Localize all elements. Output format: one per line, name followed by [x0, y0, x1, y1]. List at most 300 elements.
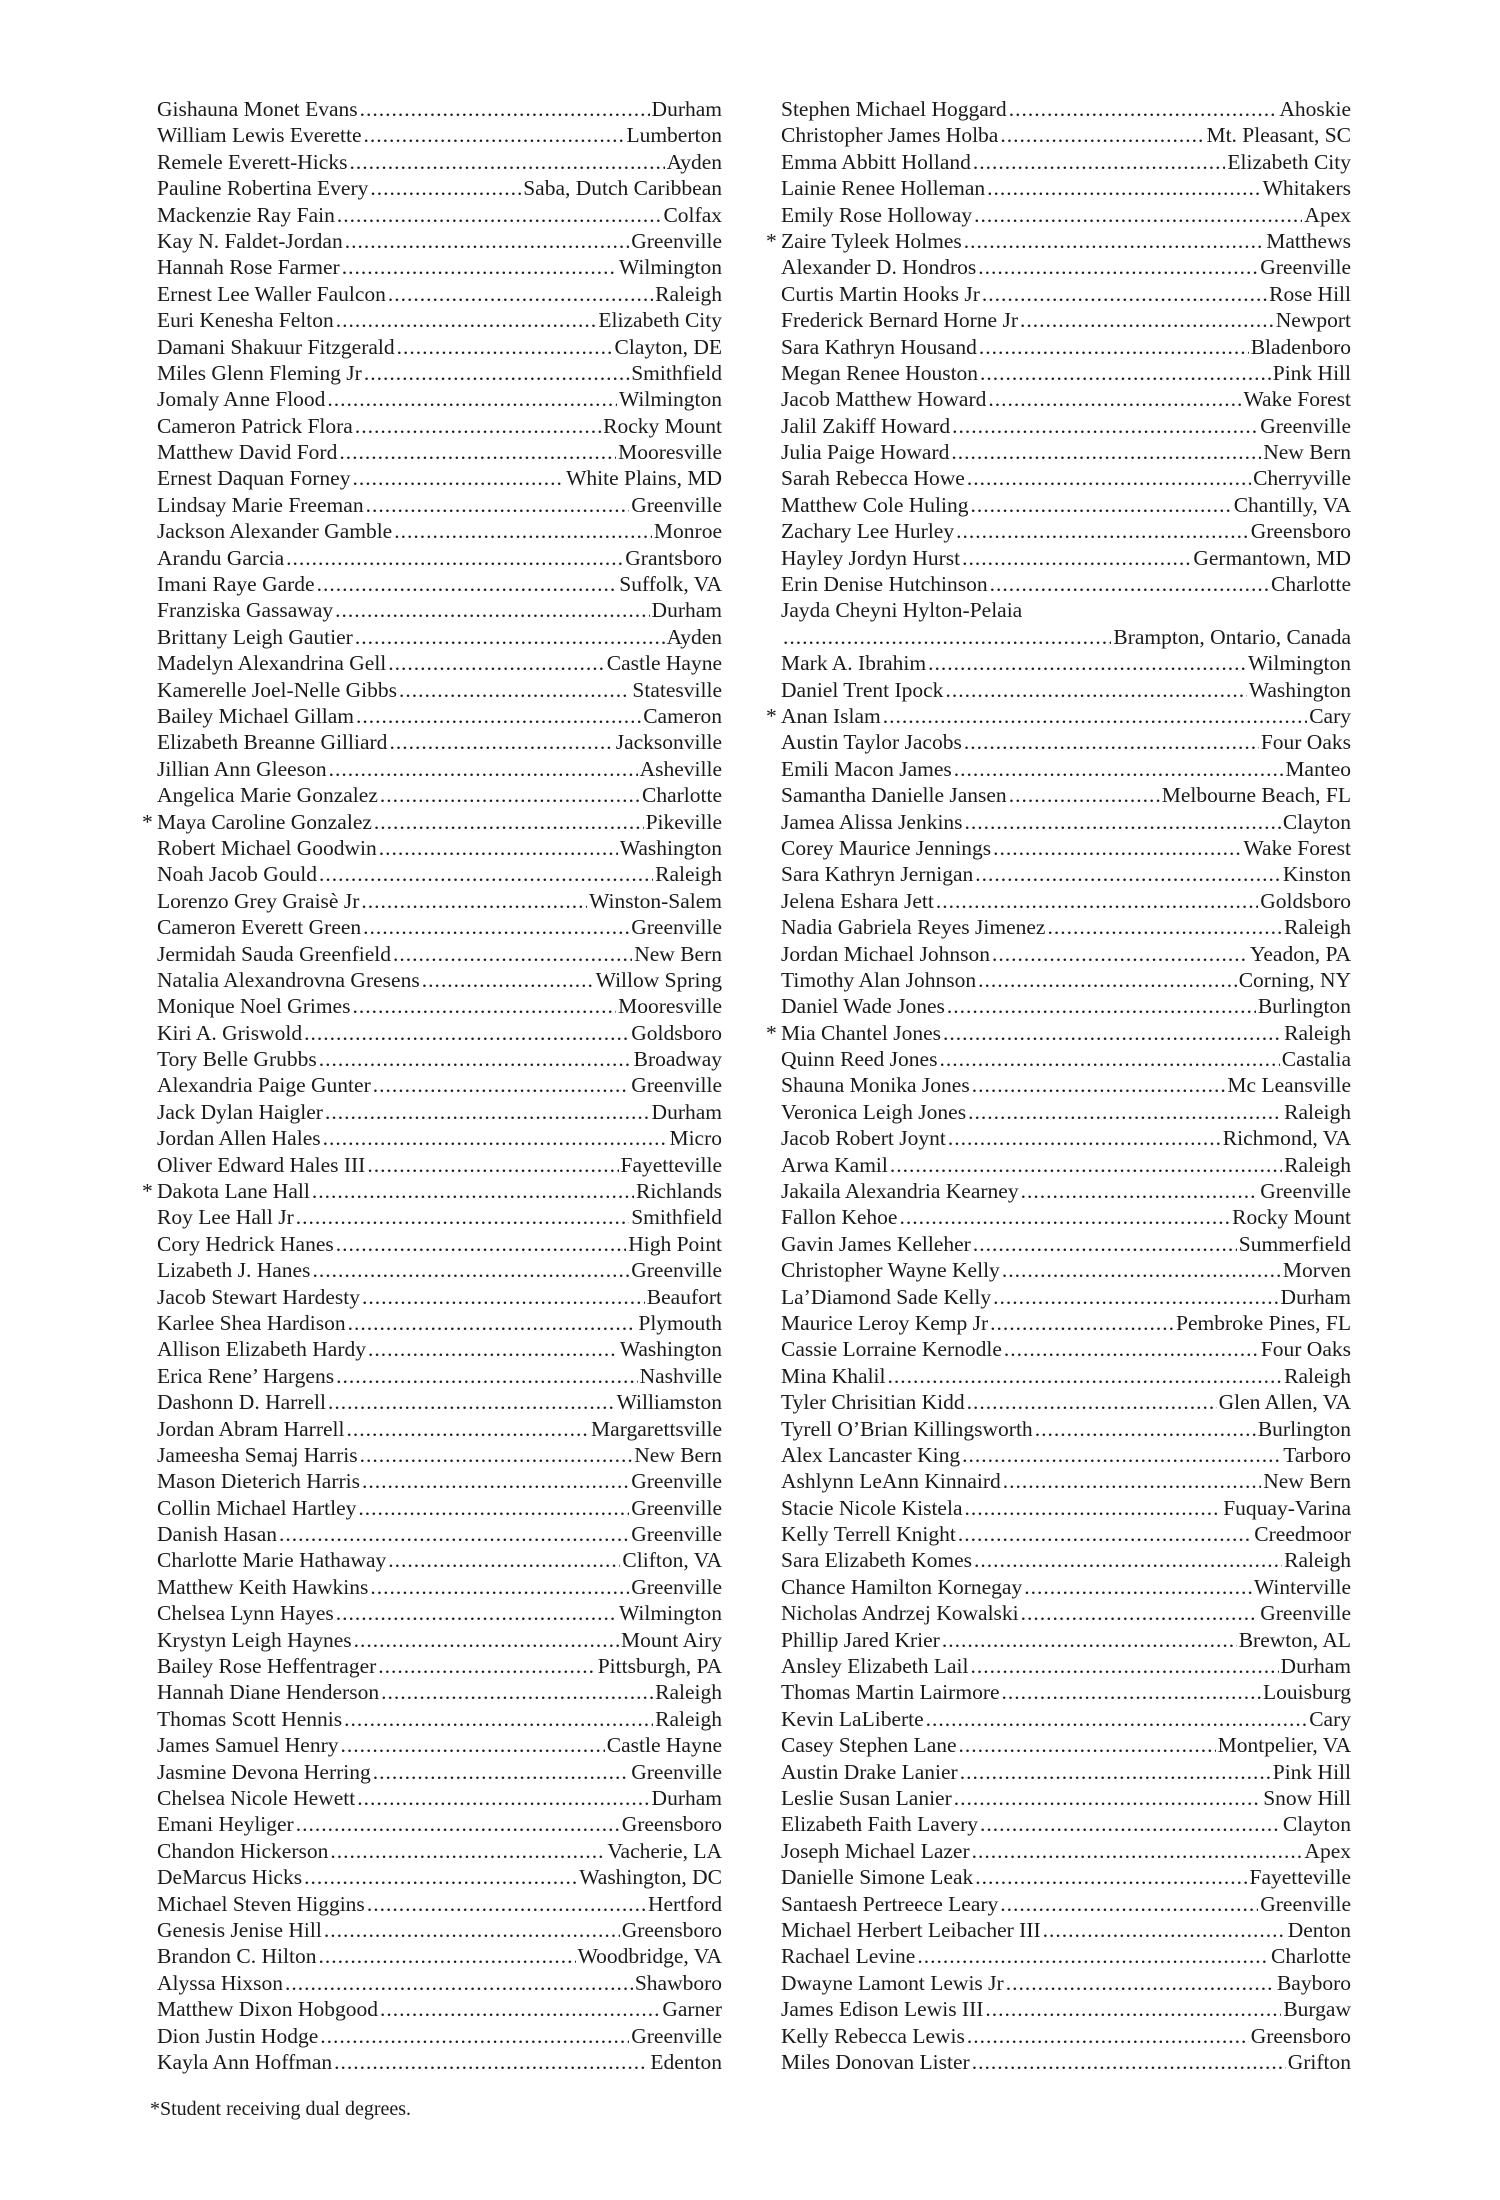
graduate-name: Jacob Matthew Howard [781, 387, 987, 412]
dot-leader [304, 1864, 577, 1890]
dot-leader [374, 809, 644, 835]
graduate-name: Frederick Bernard Horne Jr [781, 308, 1019, 333]
graduate-hometown: Creedmoor [1254, 1522, 1351, 1547]
graduate-hometown: Goldsboro [631, 1020, 722, 1045]
graduate-entry [157, 202, 722, 228]
dot-leader [964, 228, 1264, 254]
graduate-name: Daniel Wade Jones [781, 994, 945, 1019]
graduate-name: Jayda Cheyni Hylton-Pelaia [781, 598, 1023, 623]
graduate-entry [157, 307, 722, 333]
graduate-hometown: Bladenboro [1250, 334, 1351, 359]
graduate-name: Sara Kathryn Housand [781, 334, 977, 359]
graduate-hometown: Fayetteville [1249, 1865, 1351, 1890]
graduate-hometown: Raleigh [1284, 1548, 1351, 1573]
graduate-name: Lindsay Marie Freeman [157, 492, 364, 517]
graduate-hometown: Beaufort [646, 1284, 722, 1309]
graduate-hometown: Greenville [1260, 413, 1351, 438]
dot-leader [318, 1943, 575, 1969]
dot-leader [323, 1125, 668, 1151]
graduate-name: Cory Hedrick Hanes [157, 1231, 334, 1256]
graduate-name: Brittany Leigh Gautier [157, 624, 353, 649]
graduate-entry [781, 729, 1351, 755]
dot-leader [342, 254, 617, 280]
dot-leader [973, 1231, 1237, 1257]
graduate-entry [157, 1204, 722, 1230]
graduate-name: DeMarcus Hicks [157, 1865, 303, 1890]
dot-leader [336, 1600, 617, 1626]
graduate-name: Shauna Monika Jones [781, 1073, 970, 1098]
graduate-name: James Samuel Henry [157, 1733, 339, 1758]
graduate-hometown: Nashville [639, 1363, 722, 1388]
graduate-hometown: Suffolk, VA [619, 572, 722, 597]
graduate-hometown: Kinston [1282, 862, 1351, 887]
graduate-name: Jacob Robert Joynt [781, 1126, 946, 1151]
dot-leader [366, 492, 630, 518]
dot-leader [286, 545, 623, 571]
graduate-name: Jack Dylan Haigler [157, 1099, 323, 1124]
graduate-entry [781, 1336, 1351, 1362]
graduate-name: Quinn Reed Jones [781, 1047, 938, 1072]
graduate-hometown: Mt. Pleasant, SC [1206, 123, 1351, 148]
graduate-entry [157, 1917, 722, 1943]
graduate-entry [157, 1600, 722, 1626]
dot-leader [960, 1759, 1271, 1785]
graduate-hometown: Mooresville [618, 440, 722, 465]
graduate-hometown: Lumberton [626, 123, 722, 148]
dot-leader [883, 703, 1307, 729]
dot-leader [958, 1521, 1252, 1547]
graduate-entry [157, 1653, 722, 1679]
graduate-entry [781, 1759, 1351, 1785]
dot-leader [367, 1152, 618, 1178]
graduate-entry [781, 1468, 1351, 1494]
graduate-name: Samantha Danielle Jansen [781, 783, 1007, 808]
dot-leader [1009, 782, 1160, 808]
graduate-entry [781, 1257, 1351, 1283]
graduate-hometown: Winston-Salem [589, 888, 722, 913]
graduate-entry [781, 1970, 1351, 1996]
graduate-entry [781, 782, 1351, 808]
graduate-name: Mackenzie Ray Fain [157, 202, 335, 227]
graduate-entry [781, 1389, 1351, 1415]
graduate-entry [781, 941, 1351, 967]
dot-leader [948, 1125, 1221, 1151]
dot-leader [956, 518, 1249, 544]
graduate-hometown: Greenville [631, 1495, 722, 1520]
graduate-name: Matthew Cole Huling [781, 492, 969, 517]
graduate-hometown: Wake Forest [1243, 387, 1351, 412]
dot-leader [1043, 1917, 1286, 1943]
graduate-hometown: Mc Leansville [1227, 1073, 1351, 1098]
graduate-entry [781, 492, 1351, 518]
dot-leader [964, 729, 1259, 755]
dot-leader [364, 122, 625, 148]
graduate-entry [781, 809, 1351, 835]
graduate-name: Tyrell O’Brian Killingsworth [781, 1416, 1033, 1441]
dot-leader [360, 1442, 633, 1468]
graduate-name: Mason Dieterich Harris [157, 1469, 360, 1494]
graduate-entry [157, 1627, 722, 1653]
graduate-entry [781, 1838, 1351, 1864]
graduate-hometown: Wilmington [618, 1601, 722, 1626]
graduate-hometown: Jacksonville [615, 730, 722, 755]
dot-leader [985, 1996, 1281, 2022]
graduate-name: Ansley Elizabeth Lail [781, 1654, 969, 1679]
graduate-name: Gavin James Kelleher [781, 1231, 971, 1256]
graduate-entry [766, 228, 1351, 254]
graduate-name: Robert Michael Goodwin [157, 835, 377, 860]
graduate-entry [157, 650, 722, 676]
graduate-entry [157, 1811, 722, 1837]
graduate-entry [781, 1442, 1351, 1468]
graduate-entry [781, 888, 1351, 914]
graduate-name: Elizabeth Breanne Gilliard [157, 730, 388, 755]
graduate-hometown: Raleigh [655, 281, 722, 306]
graduate-name: Jordan Abram Harrell [157, 1416, 345, 1441]
dot-leader [962, 545, 1191, 571]
graduate-name: Mark A. Ibrahim [781, 651, 927, 676]
dot-leader [355, 624, 665, 650]
graduate-name: Jamea Alissa Jenkins [781, 809, 963, 834]
graduate-entry [157, 914, 722, 940]
graduate-entry [781, 1627, 1351, 1653]
graduate-entry [781, 1310, 1351, 1336]
dot-leader [367, 1891, 646, 1917]
dot-leader [980, 360, 1271, 386]
graduate-name: Remele Everett-Hicks [157, 149, 348, 174]
graduate-hometown: Charlotte [1270, 572, 1351, 597]
dot-leader [1006, 1970, 1275, 1996]
graduate-hometown: High Point [628, 1231, 722, 1256]
graduate-entry [157, 149, 722, 175]
graduate-entry [157, 1706, 722, 1732]
graduate-hometown: Colfax [663, 202, 722, 227]
graduate-name: James Edison Lewis III [781, 1997, 984, 2022]
graduate-name: Cameron Everett Green [157, 915, 362, 940]
graduate-hometown: Greensboro [621, 1812, 722, 1837]
graduate-entry [781, 571, 1351, 597]
graduate-hometown: Greenville [631, 1574, 722, 1599]
dot-leader [341, 1732, 605, 1758]
dot-leader [926, 1706, 1308, 1732]
graduate-hometown: New Bern [1263, 440, 1351, 465]
graduate-entry [781, 386, 1351, 412]
dot-leader [1024, 1574, 1252, 1600]
dot-leader [358, 1495, 629, 1521]
graduate-entry [781, 1996, 1351, 2022]
graduate-entry [781, 1811, 1351, 1837]
graduate-entry [157, 360, 722, 386]
graduate-hometown: Ayden [666, 624, 722, 649]
dot-leader [335, 597, 649, 623]
graduate-hometown: Greenville [631, 228, 722, 253]
graduate-hometown: Chantilly, VA [1233, 492, 1351, 517]
graduate-entry [157, 1416, 722, 1442]
dot-leader [954, 756, 1284, 782]
graduate-hometown: Ayden [666, 149, 722, 174]
graduate-entry [157, 1970, 722, 1996]
dot-leader [962, 1442, 1281, 1468]
graduate-entry [781, 756, 1351, 782]
graduate-entry [781, 439, 1351, 465]
graduate-entry [157, 1310, 722, 1336]
graduate-hometown: Apex [1304, 1838, 1351, 1863]
graduate-name: Euri Kenesha Felton [157, 308, 334, 333]
graduate-entry [157, 1547, 722, 1573]
graduate-hometown: New Bern [634, 941, 722, 966]
graduate-entry [157, 756, 722, 782]
graduate-entry [781, 1864, 1351, 1890]
graduate-name: Jelena Eshara Jett [781, 888, 934, 913]
graduate-hometown: Grantsboro [625, 545, 722, 570]
dot-leader [967, 465, 1251, 491]
graduate-name: Kamerelle Joel-Nelle Gibbs [157, 677, 397, 702]
dot-leader [388, 1547, 620, 1573]
graduate-hometown: Clayton [1282, 1812, 1351, 1837]
dot-leader [890, 1152, 1282, 1178]
graduate-name: Lainie Renee Holleman [781, 176, 986, 201]
graduate-hometown: Ahoskie [1279, 97, 1351, 121]
graduate-entry [157, 1284, 722, 1310]
graduate-hometown: Greenville [631, 2023, 722, 2048]
dot-leader [378, 1653, 595, 1679]
graduate-name: Erica Rene’ Hargens [157, 1363, 335, 1388]
graduate-hometown: Clayton [1282, 809, 1351, 834]
graduate-hometown: Greenville [631, 1759, 722, 1784]
dot-leader [379, 835, 618, 861]
graduate-hometown: Charlotte [641, 783, 722, 808]
graduate-entry [781, 1072, 1351, 1098]
dot-leader [279, 1521, 629, 1547]
graduate-entry [157, 597, 722, 623]
graduate-entry [157, 1838, 722, 1864]
graduate-name: Arwa Kamil [781, 1152, 888, 1177]
dual-degree-marker: * [766, 228, 777, 253]
graduate-hometown: Greenville [631, 1522, 722, 1547]
graduate-entry-continued [781, 624, 1351, 650]
graduate-hometown: Greenville [631, 915, 722, 940]
dot-leader [974, 1547, 1282, 1573]
graduate-entry [781, 1521, 1351, 1547]
graduate-entry [157, 1099, 722, 1125]
dot-leader [990, 571, 1269, 597]
graduate-name: Jomaly Anne Flood [157, 387, 326, 412]
graduate-name: Julia Paige Howard [781, 440, 950, 465]
graduate-name: Charlotte Marie Hathaway [157, 1548, 387, 1573]
graduate-hometown: Washington [619, 835, 722, 860]
graduate-entry [157, 941, 722, 967]
dot-leader [1003, 1468, 1261, 1494]
graduate-entry [157, 861, 722, 887]
dot-leader [1004, 1336, 1259, 1362]
graduate-name: Fallon Kehoe [781, 1205, 898, 1230]
graduate-hometown: Wilmington [618, 255, 722, 280]
graduate-entry [781, 518, 1351, 544]
graduate-hometown: Washington [619, 1337, 722, 1362]
graduate-entry [157, 967, 722, 993]
graduate-name: Jordan Michael Johnson [781, 941, 990, 966]
graduate-hometown: Wilmington [618, 387, 722, 412]
graduate-hometown: Cameron [643, 703, 722, 728]
graduate-name: Jillian Ann Gleeson [157, 756, 327, 781]
graduate-entry [781, 1231, 1351, 1257]
dot-leader [1020, 307, 1274, 333]
graduate-hometown: Burgaw [1283, 1997, 1351, 2022]
graduate-name: Erin Denise Hutchinson [781, 572, 988, 597]
graduate-hometown: Glen Allen, VA [1218, 1390, 1351, 1415]
graduate-entry [157, 1891, 722, 1917]
graduate-name: Mina Khalil [781, 1363, 886, 1388]
graduate-name: Austin Drake Lanier [781, 1759, 958, 1784]
graduate-name: Sarah Rebecca Howe [781, 466, 965, 491]
graduate-name: Zachary Lee Hurley [781, 519, 955, 544]
graduate-name: Megan Renee Houston [781, 360, 979, 385]
graduate-hometown: Rose Hill [1269, 281, 1351, 306]
graduate-name: Emani Heyliger [157, 1812, 294, 1837]
graduate-entry [781, 1416, 1351, 1442]
dot-leader [370, 175, 521, 201]
dot-leader [329, 756, 638, 782]
dot-leader [312, 1257, 629, 1283]
graduate-name: Matthew Dixon Hobgood [157, 1997, 378, 2022]
graduate-entry [781, 1125, 1351, 1151]
dot-leader [362, 1284, 645, 1310]
graduate-name: Ashlynn LeAnn Kinnaird [781, 1469, 1001, 1494]
graduate-hometown: Greenville [1260, 255, 1351, 280]
graduate-hometown: Saba, Dutch Caribbean [523, 176, 722, 201]
graduate-hometown: Vacherie, LA [607, 1838, 722, 1863]
graduate-hometown: Hertford [647, 1891, 722, 1916]
dot-leader [330, 1838, 605, 1864]
dual-degree-marker: * [766, 703, 777, 728]
graduate-name: Roy Lee Hall Jr [157, 1205, 294, 1230]
graduate-hometown: Shawboro [634, 1970, 722, 1995]
graduate-name: Nadia Gabriela Reyes Jimenez [781, 915, 1046, 940]
graduate-hometown: Pittsburgh, PA [597, 1654, 722, 1679]
graduate-entry [781, 1152, 1351, 1178]
graduate-name: Dwayne Lamont Lewis Jr [781, 1970, 1004, 1995]
graduate-hometown: Fayetteville [620, 1152, 722, 1177]
graduate-hometown: Snow Hill [1263, 1786, 1351, 1810]
graduate-entry [157, 465, 722, 491]
dot-leader [373, 1072, 630, 1098]
graduate-hometown: Melbourne Beach, FL [1161, 783, 1351, 808]
graduate-name: Chance Hamilton Kornegay [781, 1574, 1023, 1599]
dot-leader [975, 861, 1281, 887]
graduate-entry [157, 281, 722, 307]
graduate-name: Dakota Lane Hall [157, 1179, 310, 1204]
graduate-hometown: Statesville [632, 677, 722, 702]
graduate-entry [157, 1072, 722, 1098]
graduate-hometown: Richlands [636, 1179, 722, 1204]
dot-leader [336, 1231, 626, 1257]
graduate-entry [766, 703, 1351, 729]
graduate-name: Chelsea Lynn Hayes [157, 1601, 334, 1626]
graduate-name: Leslie Susan Lanier [781, 1786, 952, 1810]
graduate-hometown: Corning, NY [1238, 967, 1351, 992]
graduate-entry [157, 1996, 722, 2022]
graduate-hometown: Pembroke Pines, FL [1176, 1310, 1351, 1335]
graduate-hometown: Castalia [1281, 1047, 1351, 1072]
graduate-hometown: Summerfield [1238, 1231, 1351, 1256]
graduate-list-left-column [142, 96, 722, 2075]
dot-leader [945, 677, 1246, 703]
graduate-entry [781, 465, 1351, 491]
graduate-entry [157, 1046, 722, 1072]
graduate-name: Santaesh Pertreece Leary [781, 1891, 999, 1916]
graduate-hometown: Clifton, VA [622, 1548, 722, 1573]
graduate-name: Tory Belle Grubbs [157, 1047, 317, 1072]
graduate-hometown: Four Oaks [1260, 730, 1351, 755]
graduate-name: Allison Elizabeth Hardy [157, 1337, 366, 1362]
graduate-hometown: Durham [651, 1786, 722, 1810]
graduate-entry [157, 492, 722, 518]
dot-leader [965, 809, 1281, 835]
graduate-hometown: Castle Hayne [606, 1733, 722, 1758]
graduate-entry [781, 1943, 1351, 1969]
graduate-entry [157, 1574, 722, 1600]
dot-leader [1035, 1416, 1256, 1442]
dot-leader [345, 228, 630, 254]
dot-leader [337, 202, 662, 228]
graduate-entry [157, 1442, 722, 1468]
graduate-hometown: Monroe [653, 519, 722, 544]
graduate-hometown: Greenville [1260, 1891, 1351, 1916]
graduate-name: Alex Lancaster King [781, 1442, 961, 1467]
graduate-name: Stacie Nicole Kistela [781, 1495, 963, 1520]
graduate-name: Jameesha Semaj Harris [157, 1442, 358, 1467]
graduate-hometown: Grifton [1287, 2049, 1351, 2074]
graduate-entry [781, 1495, 1351, 1521]
graduate-name: Matthew David Ford [157, 440, 338, 465]
graduate-hometown: Margarettsville [591, 1416, 722, 1441]
graduate-name: Corey Maurice Jennings [781, 835, 992, 860]
graduate-entry [157, 413, 722, 439]
dot-leader [360, 96, 650, 122]
graduate-hometown: Cherryville [1253, 466, 1351, 491]
dot-leader [312, 1178, 634, 1204]
dot-leader [317, 571, 618, 597]
graduate-hometown: Willow Spring [595, 967, 722, 992]
dot-leader [389, 729, 613, 755]
graduate-name: Stephen Michael Hoggard [781, 97, 1007, 121]
graduate-name: Bailey Rose Heffentrager [157, 1654, 377, 1679]
graduate-entry [157, 1468, 722, 1494]
dot-leader [982, 281, 1267, 307]
graduate-entry [781, 281, 1351, 307]
graduate-hometown: Brampton, Ontario, Canada [1113, 624, 1351, 649]
dot-leader [336, 1363, 638, 1389]
graduate-name: Noah Jacob Gould [157, 862, 318, 887]
graduate-entry [781, 1706, 1351, 1732]
graduate-hometown: Louisburg [1263, 1680, 1351, 1705]
graduate-name: Tyler Chrisitian Kidd [781, 1390, 965, 1415]
dot-leader [1047, 914, 1282, 940]
graduate-name: Thomas Scott Hennis [157, 1706, 343, 1731]
graduate-entry [781, 835, 1351, 861]
graduate-name: Dashonn D. Harrell [157, 1390, 326, 1415]
dot-leader [972, 2049, 1286, 2075]
dot-leader [399, 677, 630, 703]
dot-leader [1002, 1679, 1261, 1705]
graduate-hometown: Cary [1309, 703, 1351, 728]
graduate-name: Michael Herbert Leibacher III [781, 1917, 1041, 1942]
graduate-name: Krystyn Leigh Haynes [157, 1627, 352, 1652]
graduate-hometown: Greenville [1260, 1601, 1351, 1626]
graduate-hometown: Matthews [1266, 228, 1351, 253]
graduate-entry [157, 677, 722, 703]
graduate-entry [781, 1679, 1351, 1705]
